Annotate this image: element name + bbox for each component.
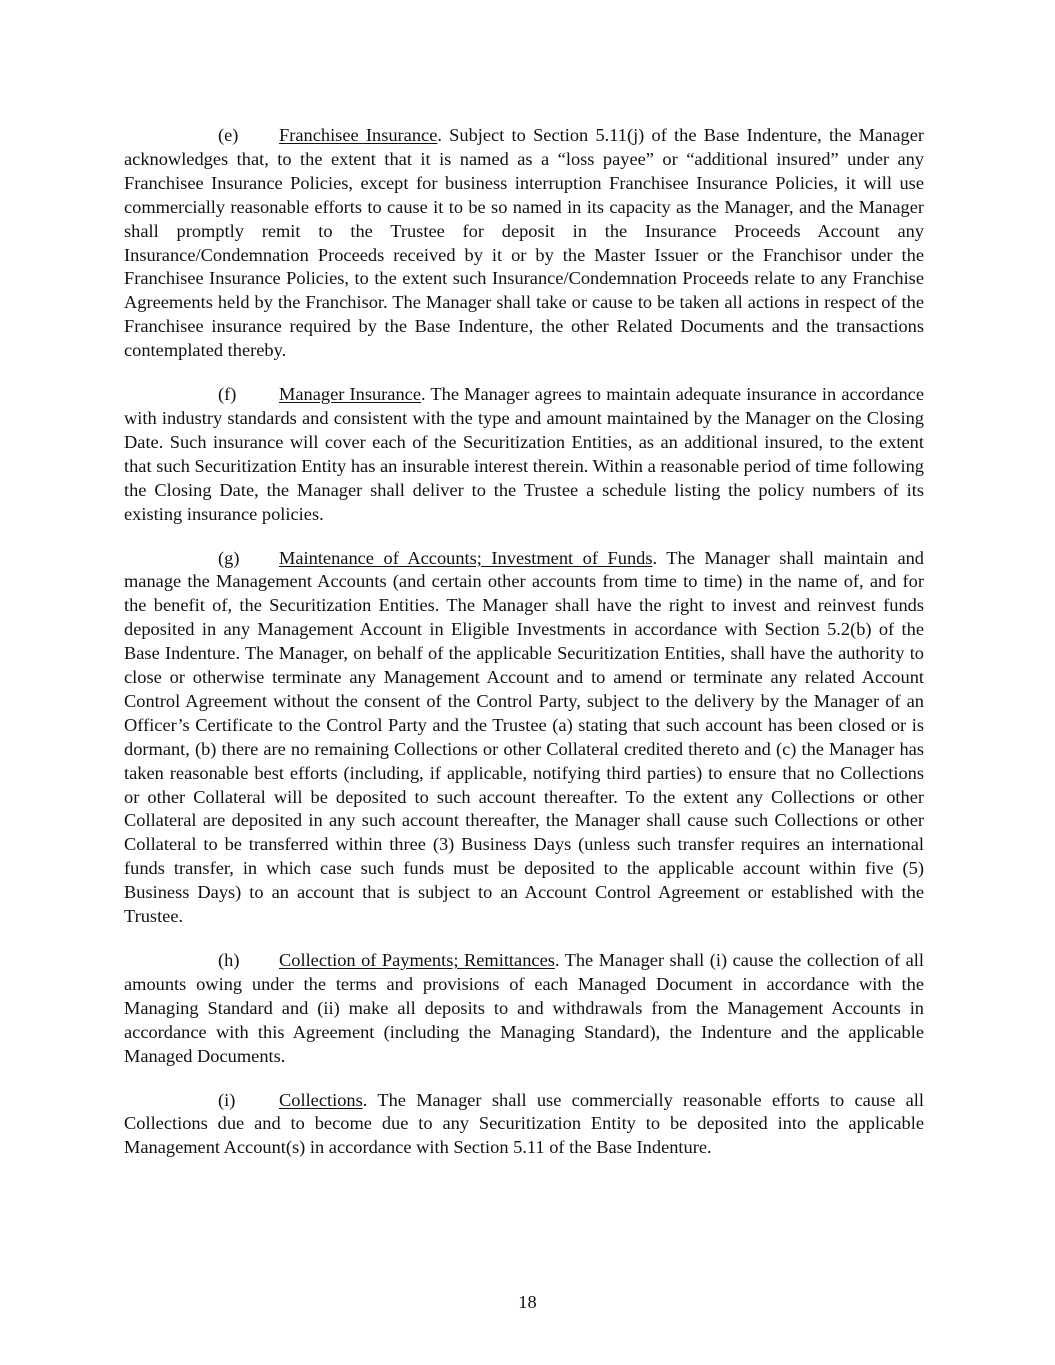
paragraph-i <box>124 1089 924 1161</box>
paragraph-text: . The Manager shall use commercially reasonable efforts to cause all Collections due and to become due to any Securitization Entity to be deposited into the applicable Management Account(s) in accordance with Section 5.11 of the Base Indenture. <box>124 1089 924 1158</box>
paragraph-heading: Manager Insurance <box>279 384 421 405</box>
paragraph-heading: Franchisee Insurance <box>279 125 438 145</box>
paragraph-e <box>124 124 924 363</box>
paragraph-label: (e) <box>218 125 239 145</box>
paragraph-text: . Subject to Section 5.11(j) of the Base Indenture, the Manager acknowledges that, to the extent that it is named as a “loss payee” or “additional insured” under any Franchisee Insurance Policies, except for business interruption Franchisee Insurance Policies, it will use commercially reasonable efforts to cause it to be so named in its capacity as the Manager, and the Manager shall promptly remit to the Trustee for deposit in the Insurance Proceeds Account any Insurance/Condemnation Proceeds received by it or by the Master Issuer or the Franchisor under the Franchisee Insurance Policies, to the extent such Insurance/Condemnation Proceeds relate to any Franchise Agreements held by the Franchisor. The Manager shall take or cause to be taken all actions in respect of the Franchisee insurance required by the Base Indenture, the other Related Documents and the transactions contemplated thereby. <box>124 125 924 361</box>
paragraph-g <box>124 547 924 930</box>
paragraph-label: (i) <box>218 1089 236 1110</box>
paragraph-text: . The Manager shall (i) cause the collection of all amounts owing under the terms and provisions of each Managed Document in accordance with the Managing Standard and (ii) make all deposits to and withdrawals from the Management Accounts in accordance with this Agreement (including the Managing Standard), the Indenture and the applicable Managed Documents. <box>124 950 924 1066</box>
paragraph-f <box>124 383 924 526</box>
paragraph-text: . The Manager shall maintain and manage the Management Accounts (and certain other accounts from time to time) in the name of, and for the benefit of, the Securitization Entities. The Manager shall have the right to invest and reinvest funds deposited in any Management Account in Eligible Investments in accordance with Section 5.2(b) of the Base Indenture. The Manager, on behalf of the applicable Securitization Entities, shall have the authority to close or otherwise terminate any Management Account and to amend or terminate any related Account Control Agreement without the consent of the Control Party, subject to the delivery by the Manager of an Officer’s Certificate to the Control Party and the Trustee (a) stating that such account has been closed or is dormant, (b) there are no remaining Collections or other Collateral credited thereto and (c) the Manager has taken reasonable best efforts (including, if applicable, notifying third parties) to ensure that no Collections or other Collateral will be deposited to such account thereafter. To the extent any Collections or other Collateral are deposited in any such account thereafter, the Manager shall cause such Collections or other Collateral to be transferred within three (3) Business Days (unless such transfer requires an international funds transfer, in which case such funds must be deposited to the applicable account within five (5) Business Days) to an account that is subject to an Account Control Agreement or established with the Trustee. <box>124 547 924 927</box>
document-body <box>124 124 924 1180</box>
paragraph-heading: Collection of Payments; Remittances <box>279 950 555 970</box>
paragraph-label: (f) <box>218 384 237 405</box>
paragraph-h <box>124 949 924 1069</box>
paragraph-text: . The Manager agrees to maintain adequate insurance in accordance with industry standards and consistent with the type and amount maintained by the Manager on the Closing Date. Such insurance will cover each of the Securitization Entities, as an additional insured, to the extent that such Securitization Entity has an insurable interest therein. Within a reasonable period of time following the Closing Date, the Manager shall deliver to the Trustee a schedule listing the policy numbers of its existing insurance policies. <box>124 384 925 524</box>
paragraph-label: (h) <box>218 950 240 970</box>
paragraph-heading: Maintenance of Accounts; Investment of Funds <box>279 547 653 568</box>
paragraph-label: (g) <box>218 547 240 568</box>
page-number: 18 <box>518 1292 537 1312</box>
paragraph-heading: Collections <box>279 1089 363 1110</box>
